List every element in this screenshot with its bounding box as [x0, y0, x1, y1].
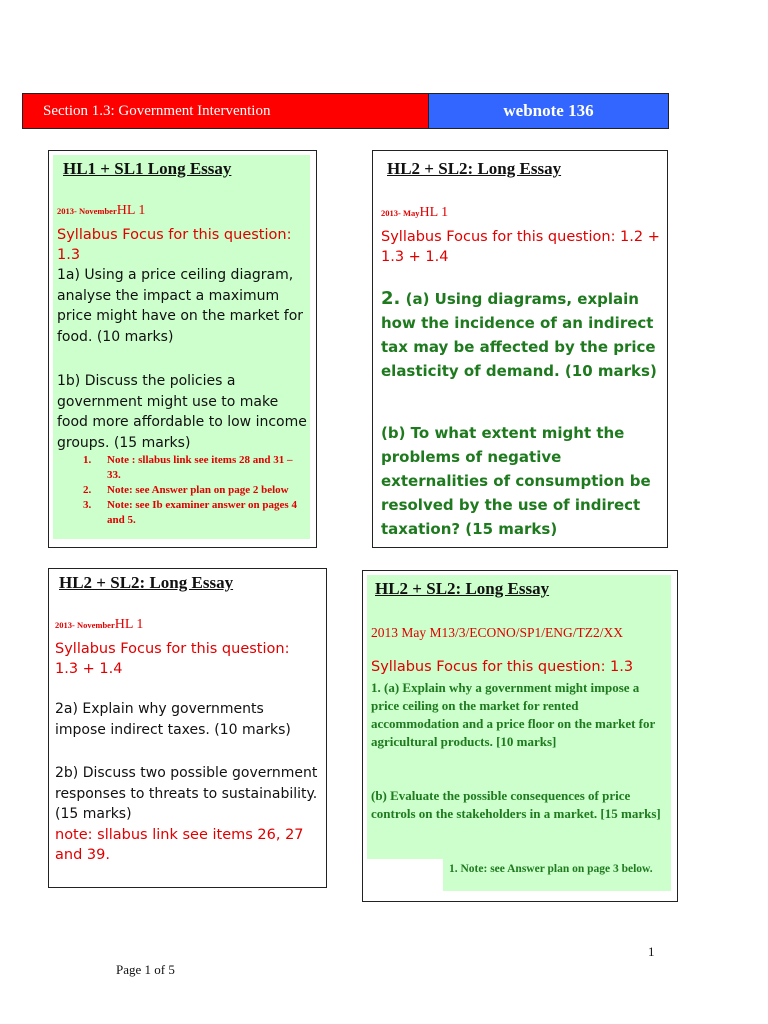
question-2b: 2b) Discuss two possible government responses to threats to sustainability. (15 marks) [55, 765, 318, 822]
syllabus-focus: Syllabus Focus for this question: 1.3 [57, 227, 292, 263]
question-1a: 1a) Using a price ceiling diagram, analyse the impact a maximum price might have on the market for food. (10 marks) [57, 267, 304, 345]
note-item: 1. Note : sllabus link see items 28 and 31 – 33. [83, 454, 293, 481]
page-number: 1 [648, 944, 655, 959]
essay-title: HL1 + SL1 Long Essay [63, 159, 232, 178]
notes-list [83, 453, 303, 528]
essay-box-hl1-sl1 [48, 150, 317, 548]
essay-date-row [57, 199, 145, 219]
essay-date: 2013- May [381, 208, 420, 218]
exam-code: 2013 May M13/3/ECONO/SP1/ENG/TZ2/XX [371, 625, 624, 640]
essay-box-hl2-sl2-a [372, 150, 668, 548]
answer-plan-note: 1. Note: see Answer plan on page 3 below. [449, 863, 653, 875]
question-number: 2. [381, 288, 401, 309]
section-title: Section 1.3: Government Intervention [23, 94, 429, 128]
section-header-bar [22, 93, 669, 129]
essay-title: HL2 + SL2: Long Essay [387, 159, 562, 178]
question-2a: 2. (a) Using diagrams, explain how the incidence of an indirect tax may be affected by the price elasticity of demand. (10 marks) [381, 288, 657, 380]
essay-title: HL2 + SL2: Long Essay [375, 579, 550, 598]
essay-level: HL 1 [116, 203, 146, 218]
essay-box-hl2-sl2-c [362, 570, 678, 902]
essay-level: HL 1 [419, 205, 449, 220]
essay-date-row [381, 201, 448, 221]
question-2b: (b) To what extent might the problems of negative externalities of consumption be resolved by the use of indirect taxation? (15 marks) [381, 424, 651, 538]
essay-date: 2013- November [57, 206, 117, 216]
question-2a: 2a) Explain why governments impose indirect taxes. (10 marks) [55, 701, 291, 738]
essay-date-row [55, 613, 143, 633]
syllabus-focus: Syllabus Focus for this question: 1.3 + 1.4 [55, 641, 290, 677]
essay-level: HL 1 [114, 617, 144, 632]
essay-box-hl2-sl2-b [48, 568, 327, 888]
webnote-label: webnote 136 [429, 94, 668, 128]
syllabus-focus: Syllabus Focus for this question: 1.3 [371, 659, 634, 675]
note-item: 2. Note: see Answer plan on page 2 below [83, 484, 289, 496]
question-1a: 1. (a) Explain why a government might impose a price ceiling on the market for rented accommodation and a price floor on the market for agricultural products. [10 marks] [371, 680, 656, 749]
essay-title: HL2 + SL2: Long Essay [59, 573, 234, 592]
page-of-label: Page 1 of 5 [116, 962, 175, 977]
essay-date: 2013- November [55, 620, 115, 630]
question-1b: 1b) Discuss the policies a government might use to make food more affordable to low income groups. (15 marks) [57, 373, 307, 451]
note-item: 3. Note: see Ib examiner answer on pages 4 and 5. [83, 499, 297, 526]
syllabus-note: note: sllabus link see items 26, 27 and 39. [55, 827, 304, 863]
syllabus-focus: Syllabus Focus for this question: 1.2 + 1.3 + 1.4 [381, 229, 660, 265]
question-1b: (b) Evaluate the possible consequences of price controls on the stakeholders in a market. [15 marks] [371, 788, 661, 821]
